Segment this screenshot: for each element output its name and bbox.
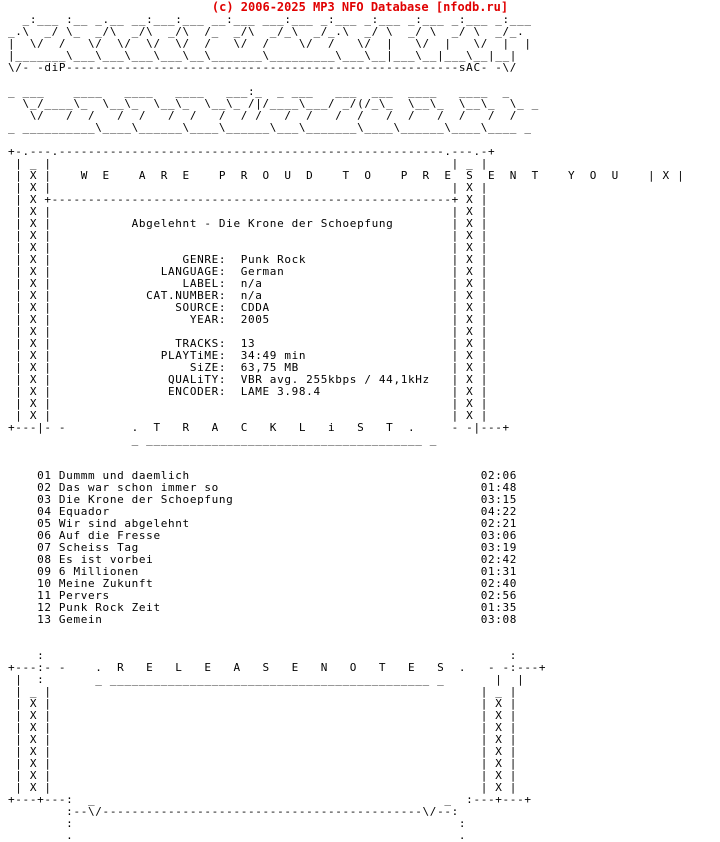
nfo-line: 03 Die Krone der Schoepfung 03:15 xyxy=(8,493,518,506)
nfo-line: | X | LANGUAGE: German | X | xyxy=(8,265,488,278)
nfo-line: | X | | X | xyxy=(8,181,488,194)
nfo-line xyxy=(8,446,684,458)
nfo-line: _ __________\____\______\____\______\___\_______\____\______\____\____ _ xyxy=(8,121,532,134)
nfo-line: |_______\___\___\___\___\__\_______\_________\___\__|___\__|___\__|__| xyxy=(8,49,518,62)
nfo-line: | X | CAT.NUMBER: n/a | X | xyxy=(8,289,488,302)
nfo-line: | X | | X | xyxy=(8,733,518,746)
nfo-line: 09 6 Millionen 01:31 xyxy=(8,565,518,578)
nfo-line: | X | PLAYTiME: 34:49 min | X | xyxy=(8,349,488,362)
nfo-line: 04 Equador 04:22 xyxy=(8,505,518,518)
nfo-line xyxy=(8,626,684,638)
nfo-line: | X | QUALiTY: VBR avg. 255kbps / 44,1kHz | X | xyxy=(8,373,488,386)
nfo-line: +-.---.-----------------------------------------------------.---.-+ xyxy=(8,145,496,158)
nfo-line: | X | SiZE: 63,75 MB | X | xyxy=(8,361,488,374)
nfo-line: _ ______________________________________ _ xyxy=(8,433,438,446)
nfo-line: _:___ :__ _.__ __:___:___ __:___ ___:___ _:___ _:___ _:___ _:___ _:___ xyxy=(8,13,532,26)
nfo-line: | X | Abgelehnt - Die Krone der Schoepfung | X | xyxy=(8,217,488,230)
nfo-line: \/- -diP------------------------------------------------------sAC- -\/ xyxy=(8,61,518,74)
nfo-line: 12 Punk Rock Zeit 01:35 xyxy=(8,601,518,614)
nfo-line: \_/____\_ \__\_ \__\_ \__\_ /|/____\___/ _/(/_\_ \__\_ \__\_ \_ _ xyxy=(8,97,539,110)
nfo-line: | X | ENCODER: LAME 3.98.4 | X | xyxy=(8,385,488,398)
nfo-line: | X | | X | xyxy=(8,229,488,242)
nfo-line: | X | | X | xyxy=(8,325,488,338)
nfo-line: | X | | X | xyxy=(8,205,488,218)
nfo-line: | X | | X | xyxy=(8,697,518,710)
nfo-line: | X | | X | xyxy=(8,781,518,794)
nfo-line: +---:- - . R E L E A S E N O T E S . - -:---+ xyxy=(8,661,547,674)
nfo-line: | : _ ____________________________________________ _ | | xyxy=(8,673,525,686)
nfo-line: 05 Wir sind abgelehnt 02:21 xyxy=(8,517,518,530)
nfo-line: +---|- - . T R A C K L i S T . - -|---+ xyxy=(8,421,510,434)
nfo-line: | X | | X | xyxy=(8,709,518,722)
copyright-header: (c) 2006-2025 MP3 NFO Database [nfodb.ru] xyxy=(211,0,509,14)
nfo-line: | X | YEAR: 2005 | X | xyxy=(8,313,488,326)
nfo-line: 10 Meine Zukunft 02:40 xyxy=(8,577,518,590)
nfo-line: | _ | | _ | xyxy=(8,685,518,698)
nfo-line: +---+---: _ _ :---+---+ xyxy=(8,793,532,806)
nfo-line: : : xyxy=(8,817,467,830)
nfo-text xyxy=(8,14,684,842)
nfo-line: _.\ _/ \_ _/\ _/\ _/\ /_ _/\ _/_\ _/_.\ _/ \ _/ \ _/ \ _/_. xyxy=(8,25,525,38)
nfo-line: 02 Das war schon immer so 01:48 xyxy=(8,481,518,494)
nfo-line: 13 Gemein 03:08 xyxy=(8,613,518,626)
nfo-line: 06 Auf die Fresse 03:06 xyxy=(8,529,518,542)
nfo-line: | X | | X | xyxy=(8,241,488,254)
nfo-line: 08 Es ist vorbei 02:42 xyxy=(8,553,518,566)
nfo-line: | X | W E A R E P R O U D T O P R E S E N T Y O U | X | xyxy=(8,169,685,182)
nfo-line: 07 Scheiss Tag 03:19 xyxy=(8,541,518,554)
nfo-line: :--\/--------------------------------------------\/--: xyxy=(8,805,459,818)
nfo-line: | X | | X | xyxy=(8,409,488,422)
nfo-line: : : xyxy=(8,649,518,662)
nfo-line: | X | TRACKS: 13 | X | xyxy=(8,337,488,350)
nfo-line: | \/ / \/ \/ \/ \/ / \/ / \/ / \/ | \/ | \/ | | xyxy=(8,37,532,50)
nfo-line: 01 Dummm und daemlich 02:06 xyxy=(8,469,518,482)
nfo-line: | X | LABEL: n/a | X | xyxy=(8,277,488,290)
nfo-line: 11 Pervers 02:56 xyxy=(8,589,518,602)
nfo-line: | X | SOURCE: CDDA | X | xyxy=(8,301,488,314)
nfo-line: | X | | X | xyxy=(8,721,518,734)
nfo-line: | X +-------------------------------------------------------+ X | xyxy=(8,193,488,206)
nfo-line: | _ | | _ | xyxy=(8,157,488,170)
nfo-line: | X | | X | xyxy=(8,769,518,782)
nfo-line: | X | | X | xyxy=(8,745,518,758)
nfo-line: . . xyxy=(8,829,467,842)
nfo-line: \/ / / / / / / / / / / / / / / / / / / / xyxy=(8,109,518,122)
nfo-line: | X | | X | xyxy=(8,397,488,410)
nfo-line: | X | | X | xyxy=(8,757,518,770)
nfo-line: _ ___ ____ ____ ____ ___:_ _ ___ ___ ___ ____ ____ _ xyxy=(8,85,510,98)
nfo-line: | X | GENRE: Punk Rock | X | xyxy=(8,253,488,266)
